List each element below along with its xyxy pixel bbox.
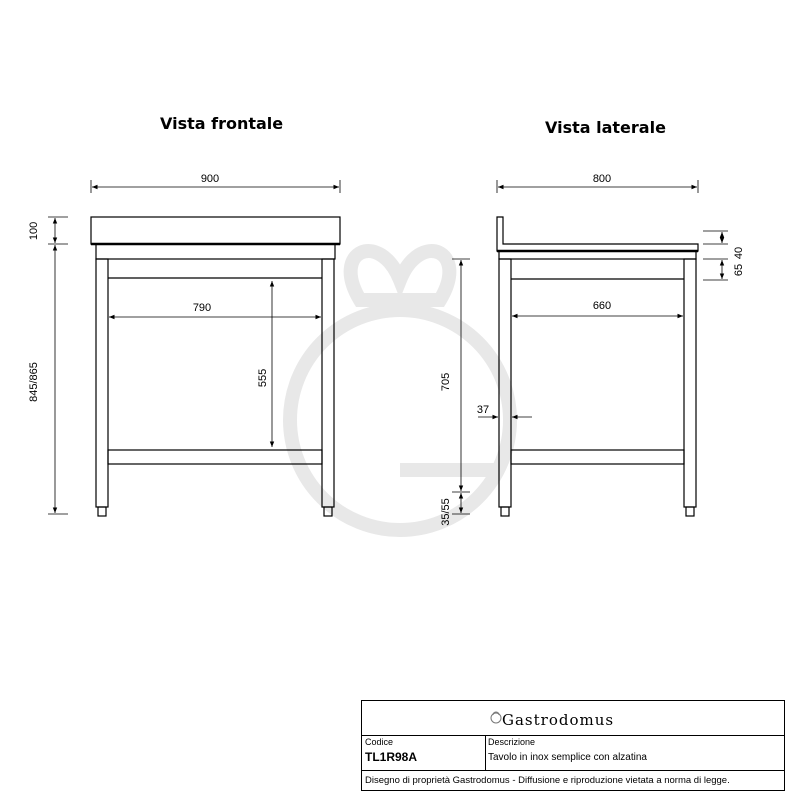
brand-name: Gastrodomus xyxy=(502,711,615,729)
front-view-title: Vista frontale xyxy=(160,114,284,133)
side-view xyxy=(497,217,698,516)
description-value: Tavolo in inox semplice con alzatina xyxy=(488,752,647,763)
side-foot-label: 35/55 xyxy=(440,498,452,526)
code-value: TL1R98A xyxy=(365,750,418,764)
side-leg-height-label: 705 xyxy=(440,372,452,392)
code-label: Codice xyxy=(365,737,394,747)
description-cell xyxy=(485,735,784,770)
side-view-title: Vista laterale xyxy=(545,118,666,137)
side-lower-crossbar xyxy=(511,450,684,464)
title-block-info-row xyxy=(362,735,784,771)
side-inner-depth-label: 660 xyxy=(592,300,612,312)
front-tabletop xyxy=(91,217,340,244)
title-block-logo xyxy=(362,701,784,736)
side-backsplash-40-label: 40 xyxy=(733,246,745,260)
side-foot-right xyxy=(686,507,694,516)
side-foot-left xyxy=(501,507,509,516)
side-top-with-backsplash xyxy=(497,217,698,251)
front-leg-right xyxy=(322,259,334,507)
side-leg-width-label: 37 xyxy=(476,404,490,416)
copyright-footer: Disegno di proprietà Gastrodomus - Diffusione e riproduzione vietata a norma di legge. xyxy=(365,775,730,786)
front-top-thickness-label: 100 xyxy=(28,221,40,241)
description-label: Descrizione xyxy=(488,737,536,747)
front-width-label: 900 xyxy=(200,173,220,185)
front-foot-left xyxy=(98,507,106,516)
code-cell xyxy=(362,735,486,770)
side-backsplash-65-label: 65 xyxy=(733,263,745,277)
front-inner-height-label: 555 xyxy=(257,368,269,388)
side-leg-right xyxy=(684,259,696,507)
front-height-label: 845/865 xyxy=(28,362,40,402)
front-skirt xyxy=(96,244,335,259)
title-block xyxy=(361,700,785,791)
watermark-logo xyxy=(290,251,510,530)
chef-hat-icon xyxy=(489,710,503,724)
side-depth-label: 800 xyxy=(592,173,612,185)
front-leg-left xyxy=(96,259,108,507)
front-inner-width-label: 790 xyxy=(192,302,212,314)
